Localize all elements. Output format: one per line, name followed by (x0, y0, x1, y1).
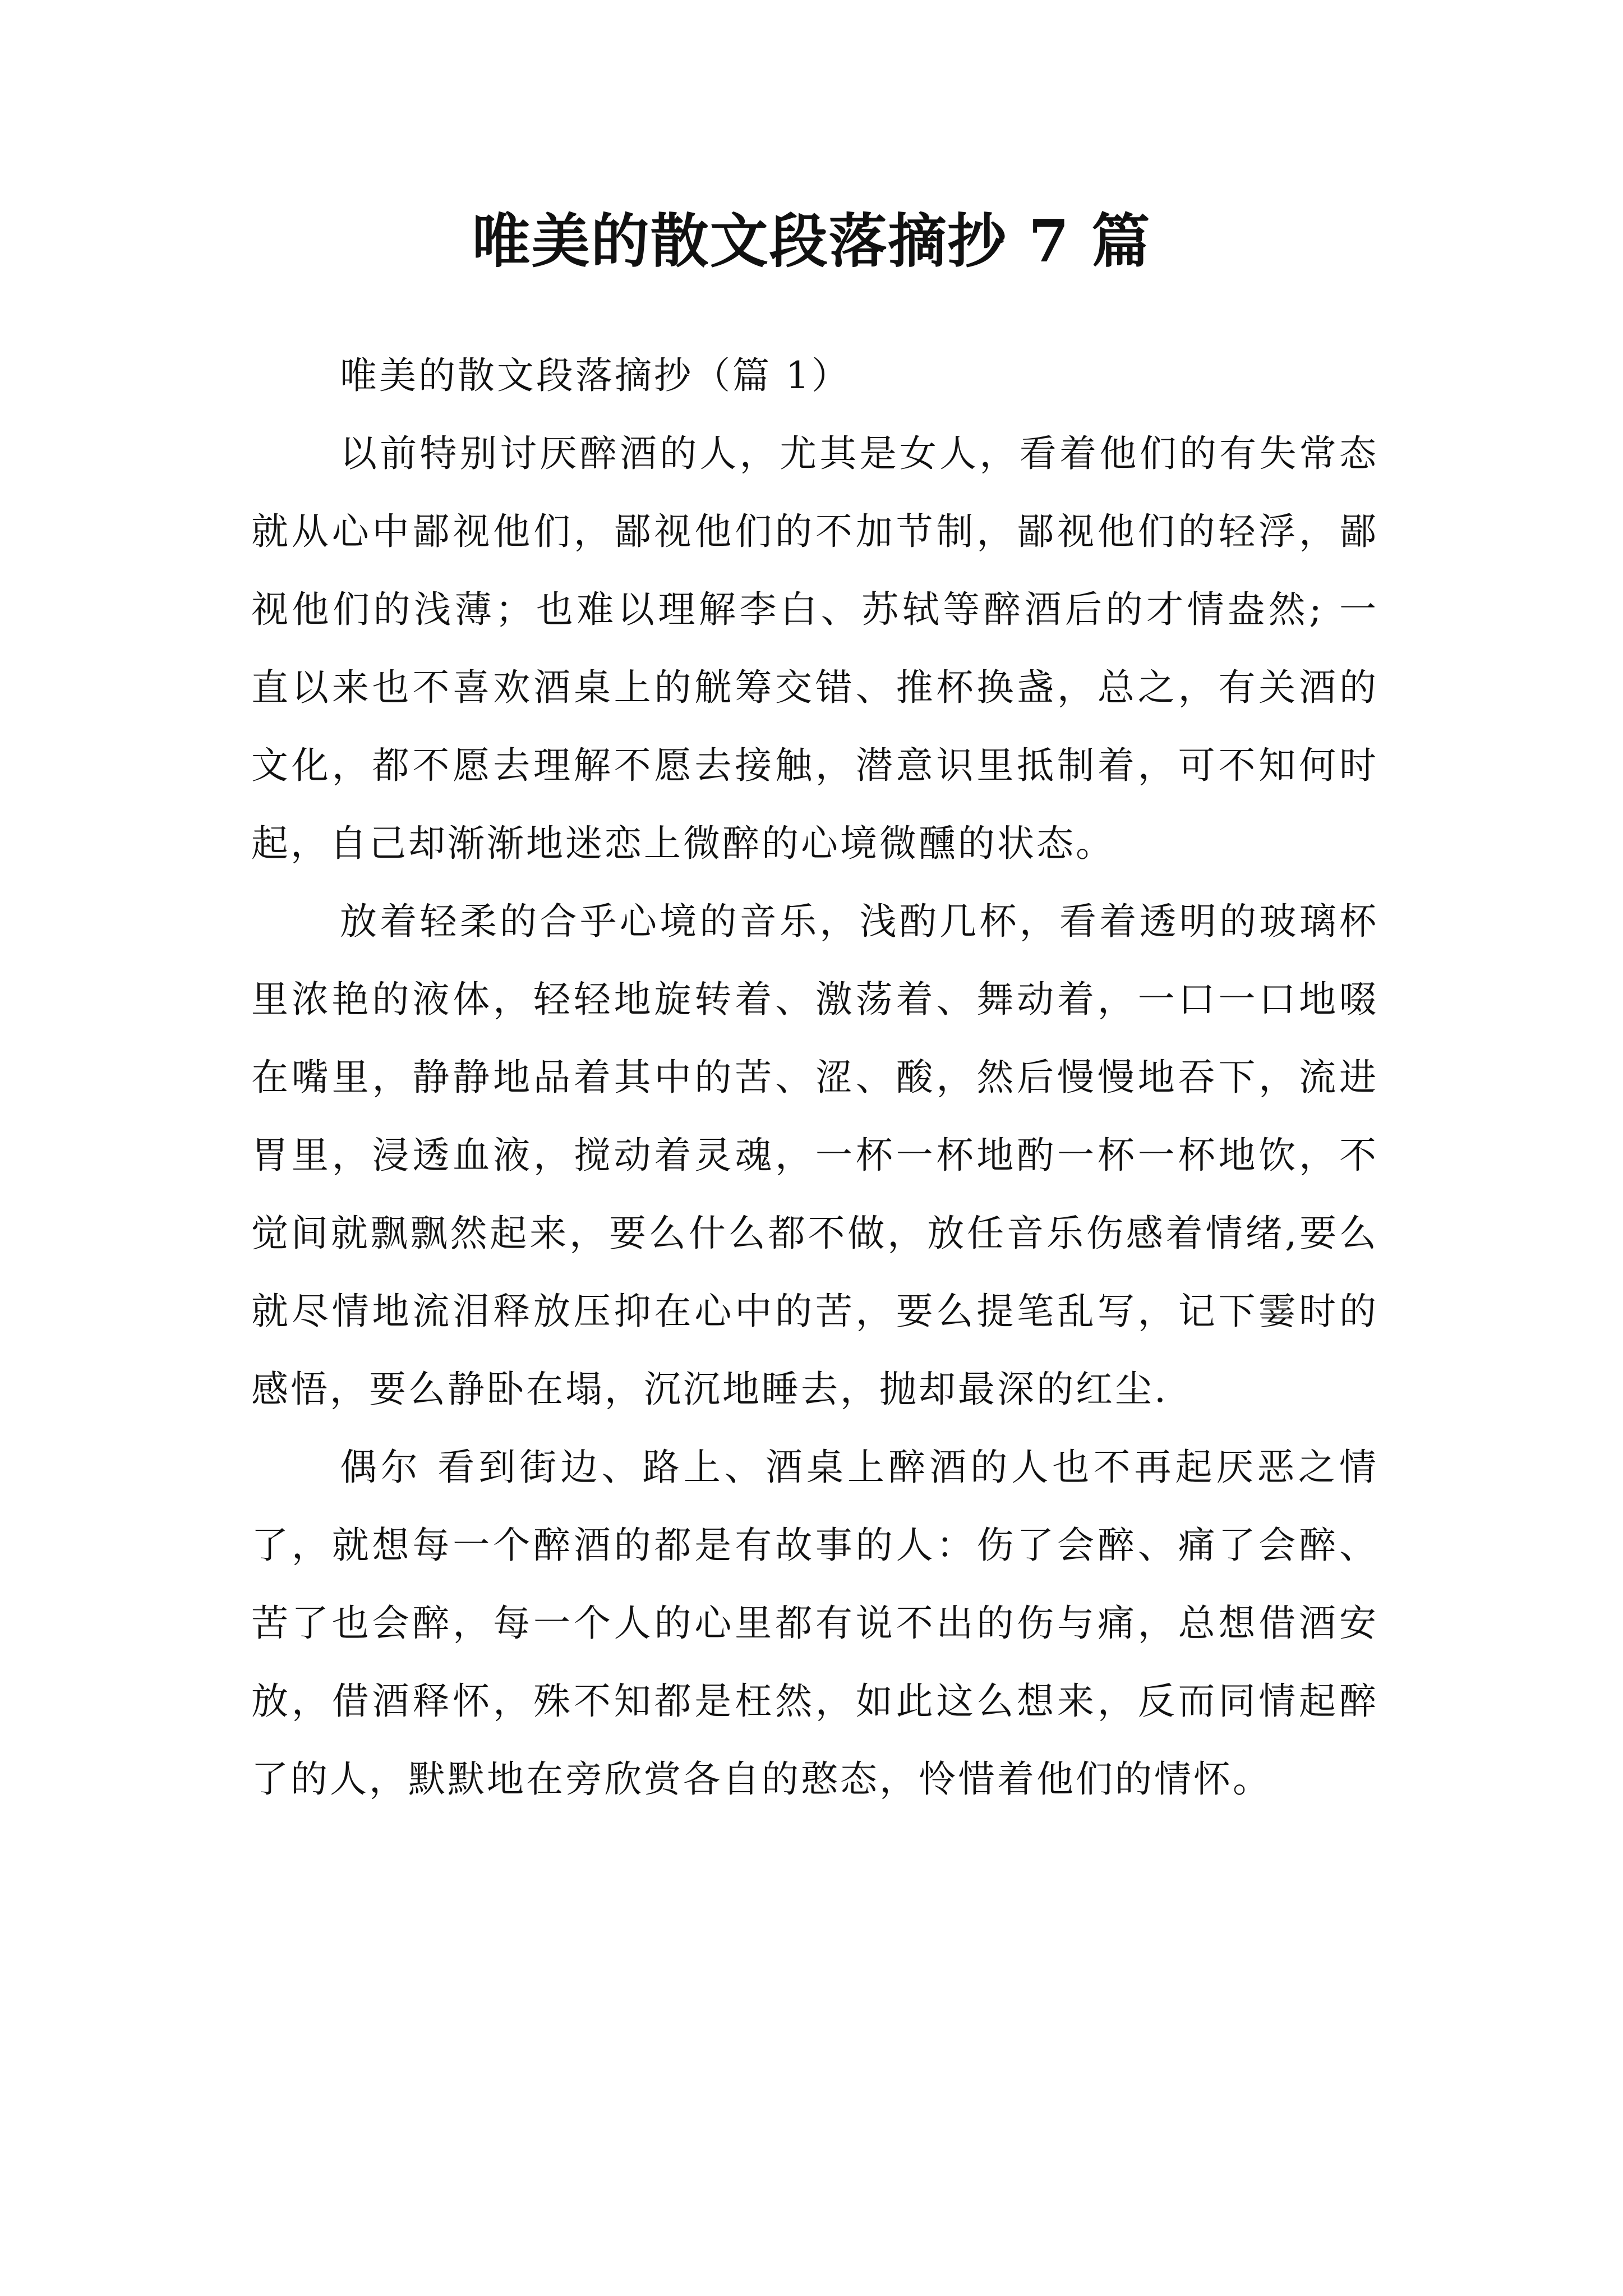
paragraph-2: 放着轻柔的合乎心境的音乐，浅酌几杯，看着透明的玻璃杯里浓艳的液体，轻轻地旋转着、激荡着、舞动着，一口一口地啜在嘴里，静静地品着其中的苦、涩、酸，然后慢慢地吞下，流进胃里，浸透血液，搅动着灵魂，一杯一杯地酌一杯一杯地饮，不觉间就飘飘然起来，要么什么都不做，放任音乐伤感着情绪,要么就尽情地流泪释放压抑在心中的苦，要么提笔乱写，记下霎时的感悟，要么静卧在塌，沉沉地睡去，抛却最深的红尘. (251, 900, 1378, 1411)
document-title: 唯美的散文段落摘抄 7 篇 (472, 206, 1151, 275)
document-body (251, 337, 1378, 1818)
paragraph-3: 偶尔 看到街边、路上、酒桌上醉酒的人也不再起厌恶之情了，就想每一个醉酒的都是有故事的人：伤了会醉、痛了会醉、苦了也会醉，每一个人的心里都有说不出的伤与痛，总想借酒安放，借酒释怀，殊不知都是枉然，如此这么想来，反而同情起醉了的人，默默地在旁欣赏各自的憨态，怜惜着他们的情怀。 (251, 1446, 1378, 1801)
section-heading: 唯美的散文段落摘抄（篇 1） (340, 354, 851, 397)
paragraph-1: 以前特别讨厌醉酒的人，尤其是女人，看着他们的有失常态就从心中鄙视他们，鄙视他们的不加节制，鄙视他们的轻浮，鄙视他们的浅薄；也难以理解李白、苏轼等醉酒后的才情盎然; 一直以来也不喜欢酒桌上的觥筹交错、推杯换盏，总之，有关酒的文化，都不愿去理解不愿去接触，潜意识里抵制着，可不知何时起，自己却渐渐地迷恋上微醉的心境微醺的状态。 (251, 432, 1378, 865)
